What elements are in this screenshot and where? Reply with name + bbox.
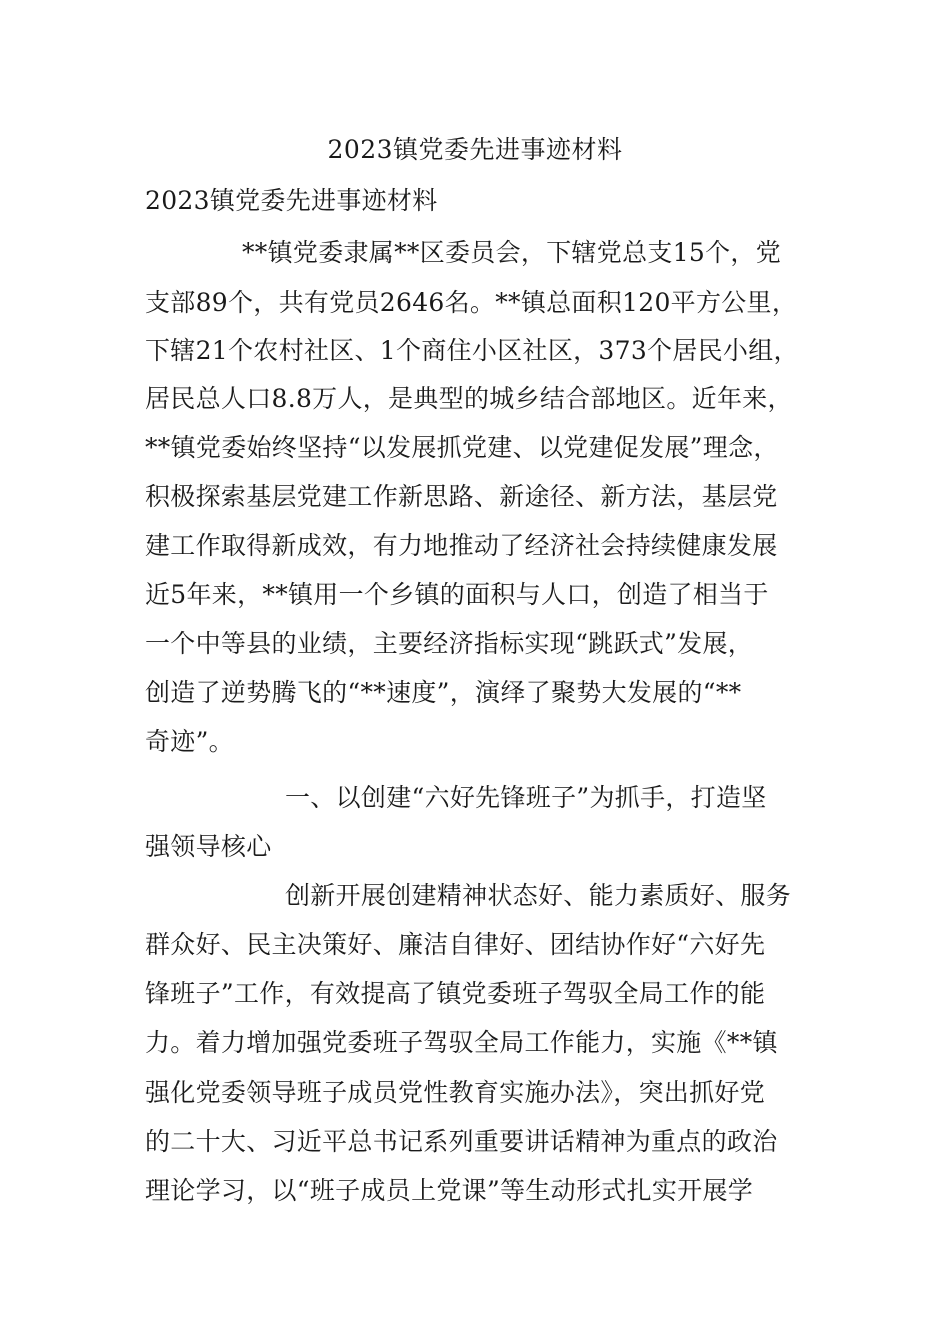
paragraph-line: 支部89个，共有党员2646名。**镇总面积120平方公里， — [145, 288, 798, 317]
paragraph-line: 近5年来，**镇用一个乡镇的面积与人口，创造了相当于 — [145, 580, 769, 609]
paragraph-line: 居民总人口8.8万人，是典型的城乡结合部地区。近年来， — [145, 384, 793, 413]
paragraph-line: 强化党委领导班子成员党性教育实施办法》，突出抓好党 — [145, 1078, 766, 1107]
paragraph-line: 下辖21个农村社区、1个商住小区社区，373个居民小组， — [145, 336, 799, 365]
paragraph-line: 建工作取得新成效，有力地推动了经济社会持续健康发展 — [145, 531, 778, 560]
paragraph-line: 理论学习，以“班子成员上党课”等生动形式扎实开展学 — [145, 1176, 754, 1205]
paragraph-line: 创新开展创建精神状态好、能力素质好、服务 — [285, 881, 792, 910]
document-title: 2023镇党委先进事迹材料 — [327, 135, 623, 164]
paragraph-line: 一个中等县的业绩，主要经济指标实现“跳跃式”发展， — [145, 629, 754, 658]
paragraph-line: 创造了逆势腾飞的“**速度”，演绎了聚势大发展的“** — [145, 678, 742, 707]
paragraph-line: 积极探索基层党建工作新思路、新途径、新方法，基层党 — [145, 482, 778, 511]
paragraph-line: 群众好、民主决策好、廉洁自律好、团结协作好“六好先 — [145, 930, 766, 959]
paragraph-line: 的二十大、习近平总书记系列重要讲话精神为重点的政治 — [145, 1127, 778, 1156]
document-subtitle: 2023镇党委先进事迹材料 — [145, 186, 438, 215]
section-heading: 一、以创建“六好先锋班子”为抓手，打造坚 — [285, 783, 767, 812]
paragraph-line: 力。着力增加强党委班子驾驭全局工作能力，实施《**镇 — [145, 1028, 778, 1057]
section-heading: 强领导核心 — [145, 832, 272, 861]
paragraph-line: **镇党委隶属**区委员会，下辖党总支15个，党 — [242, 238, 782, 267]
paragraph-line: 锋班子”工作，有效提高了镇党委班子驾驭全局工作的能 — [145, 979, 766, 1008]
paragraph-line: **镇党委始终坚持“以发展抓党建、以党建促发展”理念， — [145, 433, 779, 462]
paragraph-line: 奇迹”。 — [145, 727, 234, 756]
